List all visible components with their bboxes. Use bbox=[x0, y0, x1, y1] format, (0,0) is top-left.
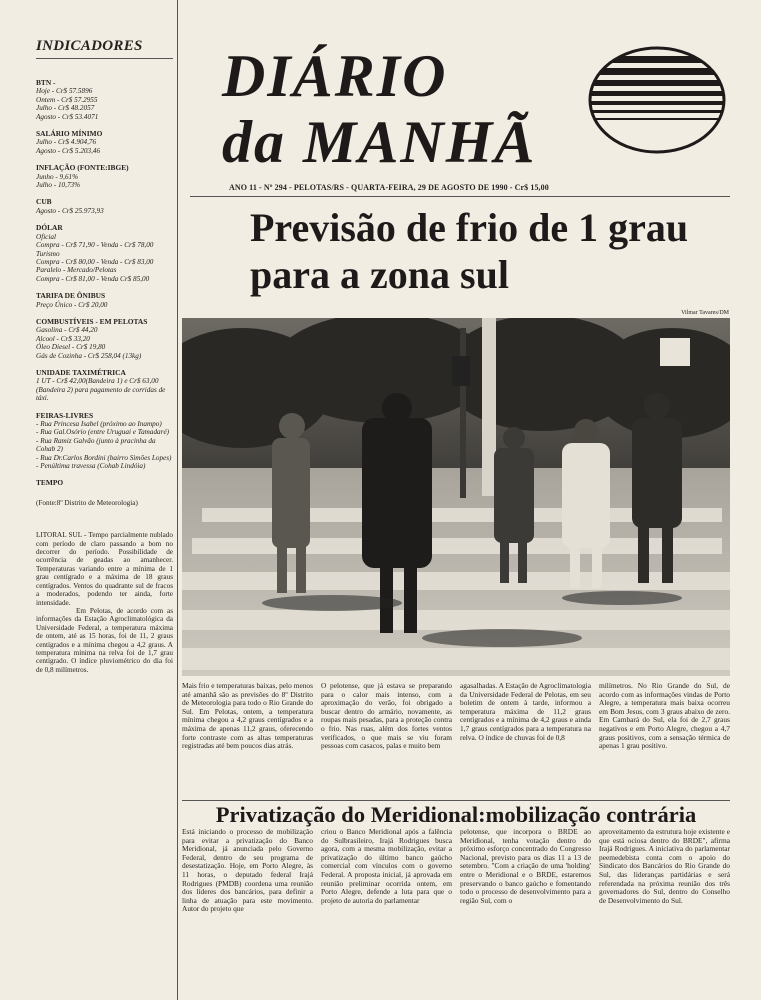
indicator-value: Agosto - Cr$ 25.973,93 bbox=[36, 206, 104, 215]
indicator-value: - Rua Ramiz Galvão (junto à pracinha da Cohab 2) bbox=[36, 436, 156, 454]
second-column: Está iniciando o processo de mobilização para evitar a privatização do Banco Meridional, já anunciada pelo Governo Federal, dentro de seu programa de desestatização. Hoje, em Porto Alegre, às 11 horas, o deputado federal Irajá Rodrigues (PMDB) coordena uma reunião dos líderes dos bancários, para definir a linha de atuação para este movimento. Autor do projeto que bbox=[182, 827, 313, 914]
weather-label: TEMPO bbox=[36, 478, 64, 488]
indicator-blocks bbox=[36, 79, 173, 470]
masthead-rule bbox=[190, 196, 730, 197]
indicator-value: Hoje - Cr$ 57.5896 bbox=[36, 87, 93, 96]
weather-paragraph: Em Pelotas, de acordo com as informações da Estação Agroclimatológica da Universidade Federal, a temperatura máxima de ontem, até as 15 horas, foi de 11, 2 graus centígrados e a mínima chegou a 4,2 graus. A temperatura mínima na relva foi de 1,7 grau centígrado. O índice pluviométrico do dia foi de 0,8 milímetros. bbox=[36, 606, 173, 674]
indicator-heading: DÓLAR bbox=[36, 223, 63, 233]
indicator-value: Óleo Diesel - Cr$ 19,80 bbox=[36, 343, 106, 352]
second-column: criou o Banco Meridional após a falência do Sulbrasileiro, Irajá Rodrigues busca agora, com a mesma mobilização, evitar a privatização do último banco gaúcho comercial com vínculos com o governo Federal. A proposta inicial, já aprovada em reunião preliminar ocorrida ontem, em Porto Alegre, defende a luta para que o projeto de autoria do parlamentar bbox=[321, 827, 452, 905]
indicator-value: Alcool - Cr$ 33,20 bbox=[36, 334, 90, 343]
weather-section bbox=[36, 479, 173, 674]
dateline: ANO 11 - Nº 294 - PELOTAS/RS - QUARTA-FEIRA, 29 DE AGOSTO DE 1990 - Cr$ 15,00 bbox=[229, 183, 549, 192]
indicator-value: Agosto - Cr$ 5.203,46 bbox=[36, 146, 101, 155]
indicator-value: Julho - Cr$ 48.2057 bbox=[36, 104, 95, 113]
indicator-value: Julho - Cr$ 4.904,76 bbox=[36, 138, 97, 147]
indicators-sidebar bbox=[0, 0, 178, 1000]
indicator-value: Compra - Cr$ 81,00 - Venda Cr$ 85,00 bbox=[36, 274, 150, 283]
street-crossing-photo bbox=[182, 318, 730, 676]
second-headline: Privatização do Meridional:mobilização contrária bbox=[182, 800, 730, 828]
indicator-block bbox=[36, 164, 173, 189]
indicator-value: Junho - 9,61% bbox=[36, 172, 79, 181]
indicator-block bbox=[36, 198, 173, 215]
second-column: pelotense, que incorpora o BRDE ao Meridional, tenha votação dentro do próximo esforço concentrado do Congresso Nacional, previsto para os dias 11 a 13 de setembro. "Com a criação de uma 'holding' entre o Meridional e o BRDE, estaremos preservando o banco gaúcho e fomentando todo o processo de desenvolvimento para a região Sul, com o bbox=[460, 827, 591, 905]
indicator-heading: UNIDADE TAXIMÉTRICA bbox=[36, 367, 126, 377]
photo-credit: Vilmar Tavares/DM bbox=[681, 310, 729, 316]
indicator-value: Oficial bbox=[36, 232, 56, 241]
indicator-value: Gasolina - Cr$ 44,20 bbox=[36, 326, 98, 335]
indicator-value: Agosto - Cr$ 53.4071 bbox=[36, 112, 99, 121]
indicator-block bbox=[36, 130, 173, 155]
indicator-value: - Rua Dr.Carlos Bordini (bairro Simões Lopes) bbox=[36, 453, 172, 462]
indicator-block bbox=[36, 318, 173, 360]
weather-body bbox=[36, 531, 173, 674]
indicator-heading: FEIRAS-LIVRES bbox=[36, 410, 94, 420]
indicator-value: Turismo bbox=[36, 249, 60, 258]
indicator-value: Compra - Cr$ 80,00 - Venda - Cr$ 83,00 bbox=[36, 257, 154, 266]
weather-source: (Fonte:8º Distrito de Meteorologia) bbox=[36, 498, 138, 507]
indicator-heading: BTN - bbox=[36, 78, 56, 87]
sun-stripes-logo-icon bbox=[588, 46, 726, 154]
masthead-title-line2: da MANHÃ bbox=[222, 109, 537, 175]
weather-paragraph: LITORAL SUL - Tempo parcialmente nublado com período de claro passando a bom no decorrer do período. Possibilidade de ocorrência de geadas ao amanhecer. Temperaturas variando entre a mínima de 1 grau centígrado e a máxima de 18 graus centígrados. Ventos do quadrante sul de fracos a moderados, podendo ter ainda, forte intensidade. bbox=[36, 531, 173, 607]
indicator-value: Julho - 10,73% bbox=[36, 181, 81, 190]
lead-headline: Previsão de frio de 1 grau para a zona sul bbox=[250, 205, 689, 297]
indicator-heading: CUB bbox=[36, 197, 52, 207]
lead-story-columns bbox=[182, 682, 730, 798]
indicator-heading: COMBUSTÍVEIS - EM PELOTAS bbox=[36, 316, 148, 326]
indicator-block bbox=[36, 224, 173, 283]
indicator-heading: SALÁRIO MÍNIMO bbox=[36, 129, 103, 139]
sidebar-title: INDICADORES bbox=[36, 38, 173, 59]
indicator-value: - Penúltima travessa (Cohab Lindóia) bbox=[36, 462, 146, 471]
indicator-value: Preço Único - Cr$ 20,00 bbox=[36, 300, 108, 309]
second-story-columns bbox=[182, 828, 730, 968]
lead-column: milímetros. No Rio Grande do Sul, de acordo com as informações vindas de Porto Alegre, a temperatura mais baixa ocorreu em Bom Jesus, com 3 graus abaixo de zero. Em Cambará do Sul, ela foi de 2,7 graus negativos e em Porto Alegre, chegou a 4,7 graus positivos, com a sensação térmica de apenas 1 grau positivo. bbox=[599, 681, 730, 751]
indicator-value: Paralelo - Mercado/Pelotas bbox=[36, 266, 117, 275]
indicator-heading: TARIFA DE ÔNIBUS bbox=[36, 291, 106, 301]
indicator-heading: INFLAÇÃO (FONTE:IBGE) bbox=[36, 163, 129, 173]
masthead bbox=[190, 42, 730, 192]
indicator-block bbox=[36, 79, 173, 121]
indicator-value: Gás de Cozinha - Cr$ 258,04 (13kg) bbox=[36, 351, 142, 360]
indicator-value: - Rua Gal.Osório (entre Uruguai e Tamadaré) bbox=[36, 428, 170, 437]
indicator-value: Compra - Cr$ 71,90 - Venda - Cr$ 78,00 bbox=[36, 241, 154, 250]
indicator-value: Ontem - Cr$ 57.2955 bbox=[36, 95, 98, 104]
second-column: aproveitamento da estrutura hoje existente e que está ociosa dentro do BRDE", afirma Irajá Rodrigues. A iniciativa do parlamentar peemedebista conta com o apoio do Sindicato dos Bancários do Rio Grande do Sul, das lideranças partidárias e será referendada na próxima reunião dos três governadores do Sul, dentro do Conselho de Desenvolvimento do Sul. bbox=[599, 827, 730, 905]
masthead-title-line1: DIÁRIO bbox=[222, 43, 448, 109]
indicator-value: 1 UT - Cr$ 42,00(Bandeira 1) e Cr$ 63,00 (Bandeira 2) para pagamento de corridas de táxi. bbox=[36, 377, 166, 403]
lead-column: Mais frio e temperaturas baixas, pelo menos até amanhã são as previsões do 8º Distrito de Meteorologia para todo o Rio Grande do Sul. Em Pelotas, ontem, a temperatura mínima chegou a 4,2 graus centígrados e a máxima de apenas 11,2 graus, oferecendo forte contraste com as altas temperaturas registradas até bem poucos dias atrás. bbox=[182, 681, 313, 751]
indicator-block bbox=[36, 369, 173, 403]
lead-column: agasalhadas. A Estação de Agroclimatologia da Universidade Federal de Pelotas, em seu boletim de ontem à tarde, informou a temperatura máxima de 11,2 graus centígrados e a mínima de 4,2 graus e ainda 1,7 graus centígrados para a temperatura na relva. O índice de chuvas foi de 0,8 bbox=[460, 681, 591, 742]
street-scene-image bbox=[182, 318, 730, 676]
indicator-block bbox=[36, 292, 173, 309]
indicator-block bbox=[36, 412, 173, 471]
indicator-value: - Rua Princesa Isabel (próximo ao Inampo) bbox=[36, 420, 162, 428]
lead-column: O pelotense, que já estava se preparando para o calor mais intenso, com a aproximação do verão, foi obrigado a buscar dentro do armário, novamente, as roupas mais pesadas, para a proteção contra o frio. Nas ruas, além dos fortes ventos verificados, o que mais se viu foram pessoas com casacos, palas e muito bem bbox=[321, 681, 452, 751]
